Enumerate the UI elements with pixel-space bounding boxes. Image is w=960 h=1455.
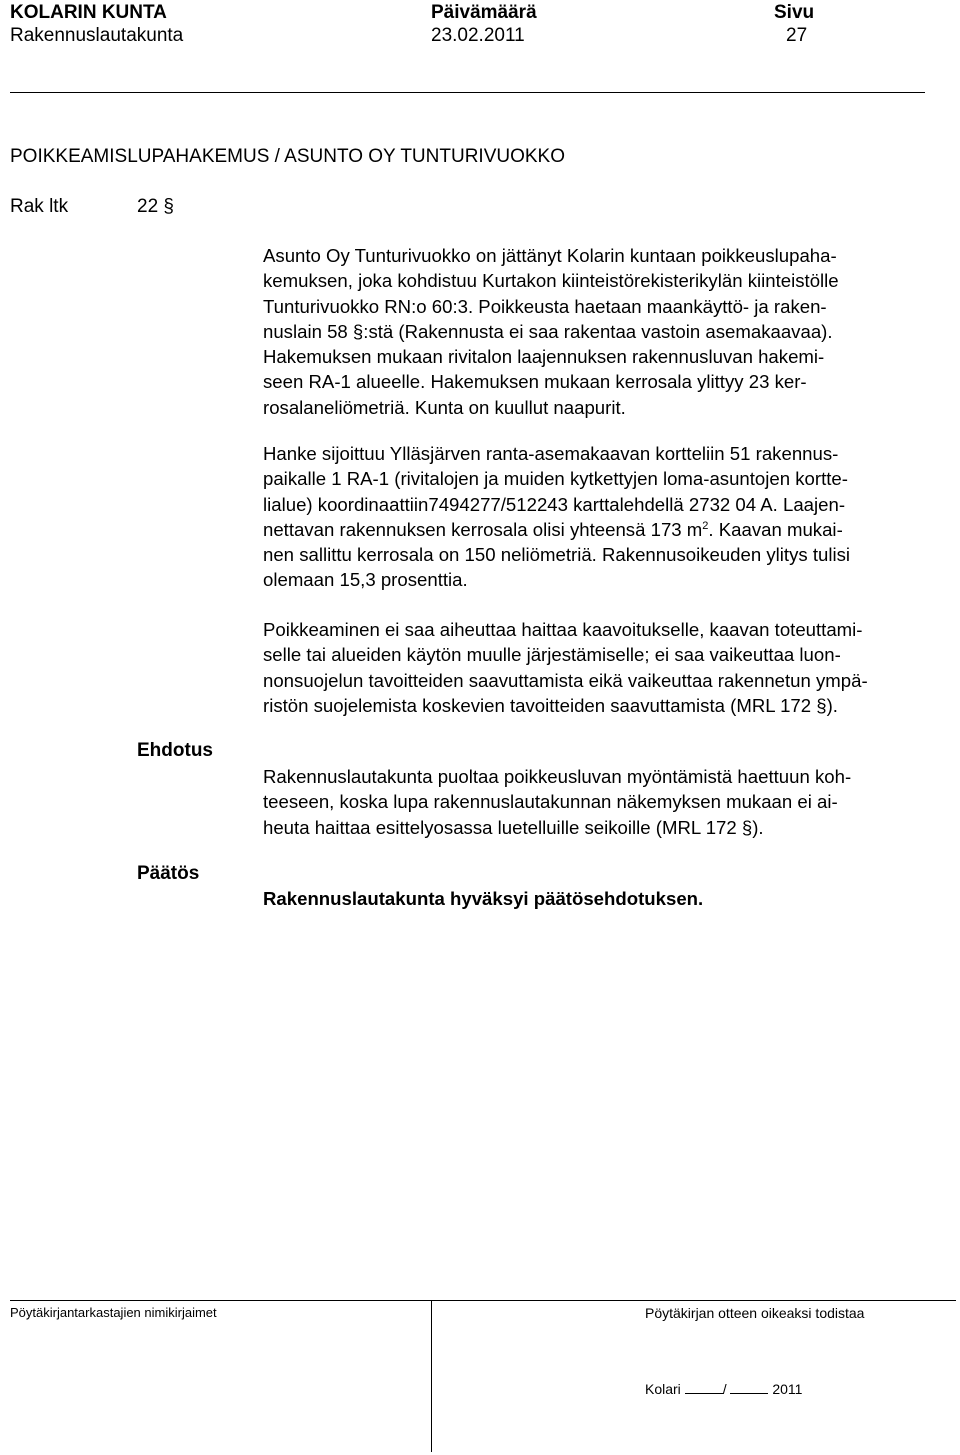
certification-line xyxy=(645,1379,802,1397)
page-number: 27 xyxy=(786,25,808,46)
text-line: Hanke sijoittuu Ylläsjärven ranta-asemakaavan kortteliin 51 rakennus- xyxy=(263,443,839,464)
text-line: ristön suojelemista koskevien tavoitteiden saavuttamista (MRL 172 §). xyxy=(263,694,838,716)
text-span: nettavan rakennuksen kerrosala olisi yhteensä 173 m xyxy=(263,518,703,540)
text-line: seen RA-1 alueelle. Hakemuksen mukaan kerrosala ylittyy 23 ker- xyxy=(263,371,807,393)
certification-label: Pöytäkirjan otteen oikeaksi todistaa xyxy=(645,1305,865,1321)
section-label: Rak ltk xyxy=(10,196,69,217)
decision-label: Päätös xyxy=(137,863,200,884)
section-number-value: 22 xyxy=(137,196,159,217)
text-line: Tunturivuokko RN:o 60:3. Poikkeusta haetaan maankäyttö- ja raken- xyxy=(263,295,827,317)
signatures-label: Pöytäkirjantarkastajien nimikirjaimet xyxy=(10,1305,217,1320)
place-name: Kolari xyxy=(645,1381,681,1397)
text-line: Hakemuksen mukaan rivitalon laajennuksen rakennusluvan hakemi- xyxy=(263,346,825,368)
year-value: 2011 xyxy=(772,1381,803,1397)
date-label: Päivämäärä xyxy=(431,2,537,23)
month-blank xyxy=(730,1379,768,1394)
text-line: kemuksen, joka kohdistuu Kurtakon kiinteistörekisterikylän kiinteistölle xyxy=(263,270,839,292)
text-line: olemaan 15,3 prosenttia. xyxy=(263,569,468,591)
meeting-date: 23.02.2011 xyxy=(431,25,525,46)
text-line: Poikkeaminen ei saa aiheuttaa haittaa kaavoitukselle, kaavan toteuttami- xyxy=(263,619,863,640)
text-line: lialue) koordinaattiin7494277/512243 karttalehdellä 2732 04 A. Laajen- xyxy=(263,493,846,515)
document-title: POIKKEAMISLUPAHAKEMUS / ASUNTO OY TUNTURIVUOKKO xyxy=(10,146,565,167)
text-line: teeseen, koska lupa rakennuslautakunnan näkemyksen mukaan ei ai- xyxy=(263,791,838,813)
page-label: Sivu xyxy=(774,2,815,23)
text-line: Rakennuslautakunta puoltaa poikkeusluvan myöntämistä haettuun koh- xyxy=(263,766,852,787)
paragraph-project xyxy=(263,441,953,593)
section-sign: § xyxy=(163,196,174,217)
footer-divider xyxy=(10,1300,956,1301)
text-line xyxy=(263,517,953,542)
section-number xyxy=(137,196,174,218)
text-line: Asunto Oy Tunturivuokko on jättänyt Kolarin kuntaan poikkeuslupaha- xyxy=(263,245,837,266)
text-line: nen sallittu kerrosala on 150 neliömetriä. Rakennusoikeuden ylitys tulisi xyxy=(263,544,851,566)
proposal-text xyxy=(263,764,953,840)
text-line: rosalaneliömetriä. Kunta on kuullut naapurit. xyxy=(263,396,626,418)
decision-text: Rakennuslautakunta hyväksyi päätösehdotuksen. xyxy=(263,888,704,909)
date-separator: / xyxy=(722,1381,727,1397)
text-line: nonsuojelun tavoitteiden saavuttamista eikä vaikeuttaa rakennetun ympä- xyxy=(263,669,868,691)
board-name: Rakennuslautakunta xyxy=(10,25,184,46)
superscript: 2 xyxy=(702,519,709,532)
proposal-label: Ehdotus xyxy=(137,740,213,761)
footer-divider-vertical xyxy=(431,1300,432,1452)
paragraph-application xyxy=(263,243,953,420)
text-line: selle tai alueiden käytön muulle järjestämiselle; ei saa vaikeuttaa luon- xyxy=(263,644,841,666)
text-line: heuta haittaa esittelyosassa luetelluille seikoille (MRL 172 §). xyxy=(263,816,764,838)
text-span: . Kaavan mukai- xyxy=(708,518,843,540)
header-divider xyxy=(10,92,925,93)
text-line: nuslain 58 §:stä (Rakennusta ei saa rakentaa vastoin asemakaavaa). xyxy=(263,320,833,342)
organization-name: KOLARIN KUNTA xyxy=(10,2,167,23)
day-blank xyxy=(685,1379,723,1394)
text-line: paikalle 1 RA-1 (rivitalojen ja muiden kytkettyjen loma-asuntojen kortte- xyxy=(263,468,848,490)
paragraph-conditions xyxy=(263,617,953,718)
